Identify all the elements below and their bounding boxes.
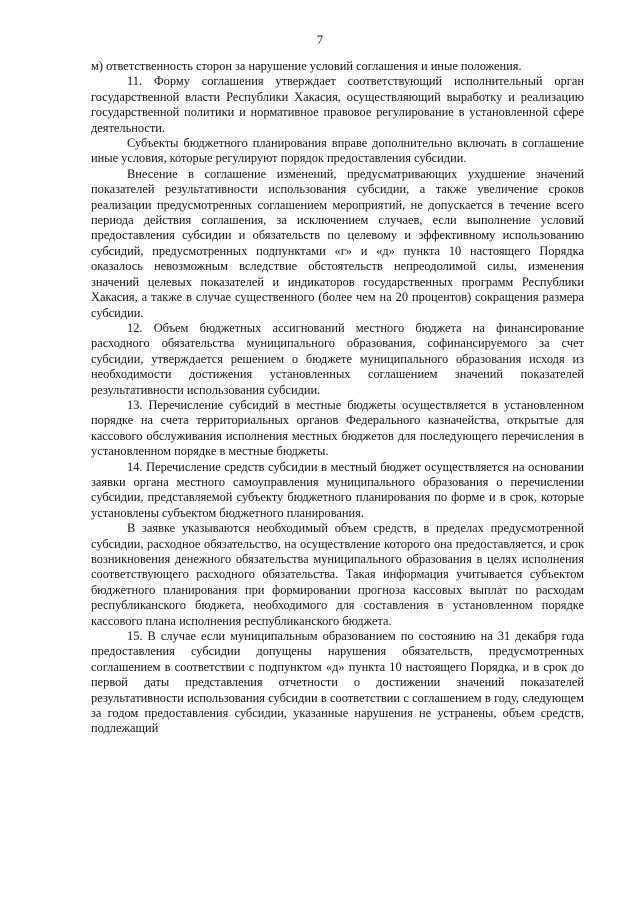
page-number: 7 xyxy=(316,33,324,47)
paragraph-14-transfer-application: 14. Перечисление средств субсидии в местный бюджет осуществляется на основании заявки органа местного самоуправления муниципального образования о перечислении субсидии, представляемой субъекту бюджетного планирования по форме и в срок, которые установлены субъектом бюджетного планирования. xyxy=(91,459,584,520)
document-body xyxy=(91,59,584,737)
paragraph-additional-conditions: Субъекты бюджетного планирования вправе дополнительно включать в соглашение иные условия, которые регулируют порядок предоставления субсидии. xyxy=(91,136,584,166)
paragraph-11-agreement-form: 11. Форму соглашения утверждает соответствующий исполнительный орган государственной власти Республики Хакасия, осуществляющий выработку и реализацию государственной политики и нормативное правовое регулирование в установленной сфере деятельности. xyxy=(91,74,584,135)
paragraph-amendments: Внесение в соглашение изменений, предусматривающих ухудшение значений показателей результативности использования субсидии, а также увеличение сроков реализации предусмотренных соглашением мероприятий, не допускается в течение всего периода действия соглашения, за исключением случаев, если выполнение условий предоставления субсидии и обязательств по целевому и эффективному использованию субсидий, предусмотренных подпунктами «г» и «д» пункта 10 настоящего Порядка оказалось невозможным вследствие обстоятельств непреодолимой силы, изменения значений целевых показателей и индикаторов государственных программ Республики Хакасия, а также в случае существенного (более чем на 20 процентов) сокращения размера субсидии. xyxy=(91,166,584,320)
paragraph-m-liability: м) ответственность сторон за нарушение условий соглашения и иные положения. xyxy=(91,59,522,73)
paragraph-15-violations: 15. В случае если муниципальным образованием по состоянию на 31 декабря года предоставления субсидии допущены нарушения обязательств, предусмотренных соглашением в соответствии с подпунктом «д» пункта 10 настоящего Порядка, и в срок до первой даты представления отчетности о достижении значений показателей результативности использования субсидии в соответствии с соглашением в году, следующем за годом предоставления субсидии, указанные нарушения не устранены, объем средств, подлежащий xyxy=(91,629,584,736)
paragraph-12-budget-allocations: 12. Объем бюджетных ассигнований местного бюджета на финансирование расходного обязательства муниципального образования, софинансируемого за счет субсидии, утверждается решением о бюджете муниципального образования исходя из необходимости достижения установленных соглашением значений показателей результативности использования субсидии. xyxy=(91,320,584,397)
paragraph-13-transfer-of-subsidies: 13. Перечисление субсидий в местные бюджеты осуществляется в установленном порядке на счета территориальных органов Федерального казначейства, открытые для кассового обслуживания исполнения местных бюджетов для последующего перечисления в установленном порядке в местные бюджеты. xyxy=(91,397,584,459)
paragraph-application-contents: В заявке указываются необходимый объем средств, в пределах предусмотренной субсидии, расходное обязательство, на осуществление которого она предоставляется, и срок возникновения денежного обязательства муниципального образования в целях исполнения соответствующего расходного обязательства. Такая информация учитывается субъектом бюджетного планирования при формировании прогноза кассовых выплат по расходам республиканского бюджета, необходимого для составления в установленном порядке кассового плана исполнения республиканского бюджета. xyxy=(91,521,584,628)
